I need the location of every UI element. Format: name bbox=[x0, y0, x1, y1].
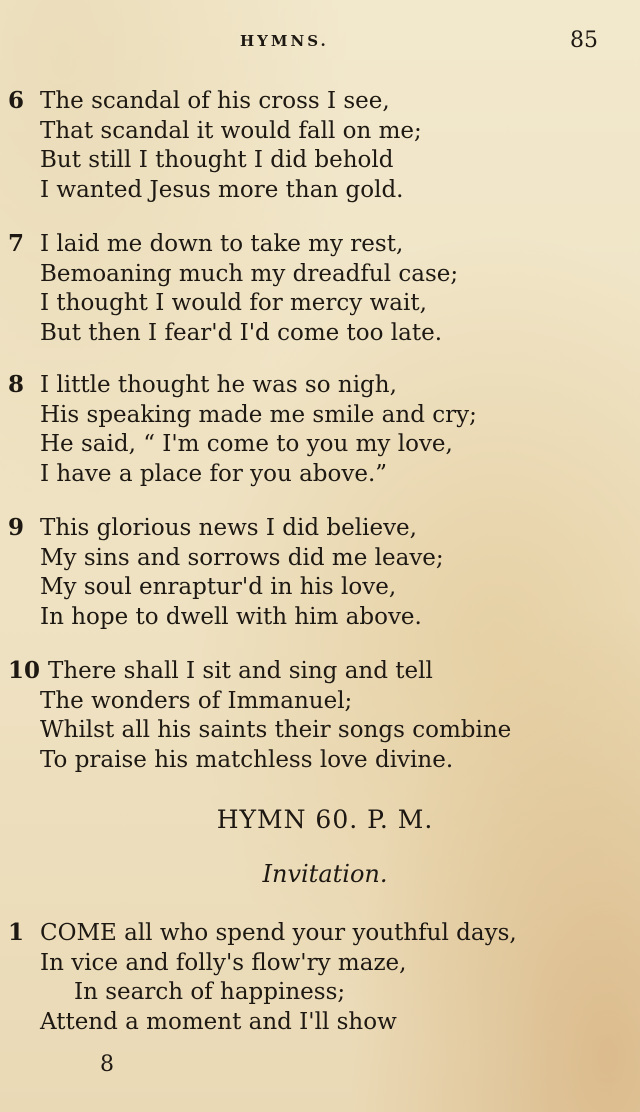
stanza-line: In vice and folly's flow'ry maze, bbox=[40, 949, 407, 976]
stanza-line: 7 I laid me down to take my rest, bbox=[8, 230, 404, 257]
stanza-line: 9 This glorious news I did believe, bbox=[8, 514, 417, 541]
stanza-7 bbox=[8, 229, 458, 348]
stanza-line: Bemoaning much my dreadful case; bbox=[40, 260, 459, 287]
stanza-line: 6 The scandal of his cross I see, bbox=[8, 87, 390, 114]
stanza-line: In hope to dwell with him above. bbox=[40, 603, 422, 630]
running-header: HYMNS. bbox=[240, 32, 329, 50]
hymn-60-stanza-1 bbox=[8, 918, 517, 1037]
stanza-line: But still I thought I did behold bbox=[40, 147, 394, 173]
stanza-number: 6 bbox=[8, 87, 25, 114]
stanza-line: His speaking made me smile and cry; bbox=[40, 401, 477, 428]
stanza-line: I wanted Jesus more than gold. bbox=[40, 176, 404, 203]
stanza-9 bbox=[8, 513, 444, 632]
stanza-number: 10 bbox=[8, 657, 41, 684]
stanza-line: He said, “ I'm come to you my love, bbox=[40, 431, 453, 457]
stanza-6 bbox=[8, 86, 422, 205]
stanza-line: 1 COME all who spend your youthful days, bbox=[8, 919, 517, 946]
hymn-title: HYMN 60. P. M. bbox=[216, 805, 434, 834]
stanza-line: Whilst all his saints their songs combine bbox=[40, 717, 512, 743]
stanza-line: That scandal it would fall on me; bbox=[40, 117, 422, 144]
stanza-line: In search of happiness; bbox=[74, 979, 346, 1005]
stanza-line: To praise his matchless love divine. bbox=[40, 746, 454, 773]
stanza-number: 1 bbox=[8, 919, 25, 946]
stanza-line: My sins and sorrows did me leave; bbox=[40, 544, 444, 571]
stanza-8 bbox=[8, 370, 477, 489]
page-number: 85 bbox=[570, 28, 598, 53]
stanza-line: 10 There shall I sit and sing and tell bbox=[8, 657, 433, 684]
stanza-line: My soul enraptur'd in his love, bbox=[40, 574, 397, 600]
stanza-line: Attend a moment and I'll show bbox=[40, 1008, 397, 1035]
signature-mark: 8 bbox=[100, 1052, 114, 1077]
hymn-subtitle: Invitation. bbox=[262, 860, 388, 888]
stanza-line: 8 I little thought he was so nigh, bbox=[8, 371, 397, 398]
stanza-number: 9 bbox=[8, 514, 25, 541]
stanza-line: I thought I would for mercy wait, bbox=[40, 290, 427, 316]
stanza-line: I have a place for you above.” bbox=[40, 460, 388, 487]
stanza-number: 7 bbox=[8, 230, 25, 257]
stanza-line: The wonders of Immanuel; bbox=[40, 687, 353, 714]
stanza-line: But then I fear'd I'd come too late. bbox=[40, 319, 443, 346]
stanza-10 bbox=[8, 656, 511, 775]
stanza-number: 8 bbox=[8, 371, 25, 398]
